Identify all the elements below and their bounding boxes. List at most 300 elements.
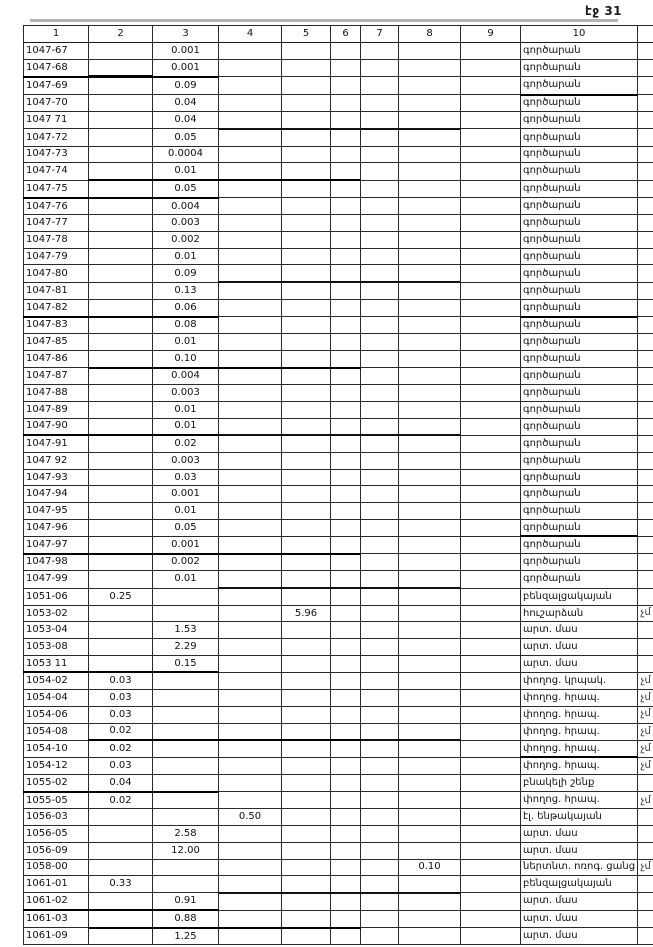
cell-col7 bbox=[361, 232, 399, 249]
cell-col8 bbox=[399, 401, 461, 418]
cell-col1: 1056-05 bbox=[24, 826, 89, 843]
cell-col6 bbox=[331, 282, 361, 299]
header-row bbox=[24, 26, 653, 43]
cell-col2 bbox=[89, 163, 153, 180]
cell-col7 bbox=[361, 334, 399, 351]
cell-col10: գործարան bbox=[521, 43, 638, 60]
table-row bbox=[24, 775, 653, 792]
cell-col1: 1047-86 bbox=[24, 350, 89, 367]
cell-col9 bbox=[461, 198, 521, 215]
margin-note bbox=[637, 927, 653, 945]
cell-col8 bbox=[399, 385, 461, 402]
cell-col7 bbox=[361, 876, 399, 893]
cell-col1: 1054-10 bbox=[24, 740, 89, 757]
cell-col7 bbox=[361, 248, 399, 265]
cell-col10: գործարան bbox=[521, 198, 638, 215]
cell-col7 bbox=[361, 43, 399, 60]
cell-col2 bbox=[89, 536, 153, 553]
cell-col7 bbox=[361, 299, 399, 316]
cell-col8 bbox=[399, 77, 461, 95]
margin-note bbox=[637, 469, 653, 486]
cell-col6 bbox=[331, 334, 361, 351]
cell-col10: էլ. ենթակայան bbox=[521, 809, 638, 826]
table-row bbox=[24, 129, 653, 146]
cell-col8 bbox=[399, 198, 461, 215]
cell-col10: բենզալցակայան bbox=[521, 876, 638, 893]
cell-col10: արտ. մաս bbox=[521, 842, 638, 859]
cell-col1: 1047-82 bbox=[24, 299, 89, 316]
cell-col9 bbox=[461, 639, 521, 656]
cell-col8 bbox=[399, 299, 461, 316]
cell-col2 bbox=[89, 334, 153, 351]
cell-col2 bbox=[89, 248, 153, 265]
cell-col2 bbox=[89, 469, 153, 486]
cell-col3: 2.29 bbox=[153, 639, 219, 656]
cell-col1: 1061-01 bbox=[24, 876, 89, 893]
cell-col9 bbox=[461, 368, 521, 385]
cell-col7 bbox=[361, 265, 399, 282]
cell-col3: 0.05 bbox=[153, 180, 219, 198]
cell-col2 bbox=[89, 129, 153, 146]
cell-col5 bbox=[282, 77, 331, 95]
cell-col9 bbox=[461, 588, 521, 605]
cell-col8 bbox=[399, 453, 461, 470]
cell-col10: փողոց. հրապ. bbox=[521, 740, 638, 757]
cell-col2 bbox=[89, 180, 153, 198]
cell-col7 bbox=[361, 842, 399, 859]
cell-col4 bbox=[219, 876, 282, 893]
cell-col9 bbox=[461, 59, 521, 77]
cell-col9 bbox=[461, 605, 521, 622]
cell-col10: գործարան bbox=[521, 571, 638, 588]
cell-col6 bbox=[331, 757, 361, 774]
cell-col10: գործարան bbox=[521, 129, 638, 146]
cell-col10: գործարան bbox=[521, 536, 638, 553]
table-row bbox=[24, 334, 653, 351]
cell-col9 bbox=[461, 775, 521, 792]
cell-col9 bbox=[461, 215, 521, 232]
cell-col3 bbox=[153, 809, 219, 826]
cell-col6 bbox=[331, 486, 361, 503]
cell-col4 bbox=[219, 826, 282, 843]
cell-col10: արտ. մաս bbox=[521, 826, 638, 843]
cell-col6 bbox=[331, 910, 361, 928]
cell-col6 bbox=[331, 571, 361, 588]
cell-col4 bbox=[219, 282, 282, 299]
cell-col6 bbox=[331, 180, 361, 198]
margin-note bbox=[637, 435, 653, 453]
cell-col2 bbox=[89, 350, 153, 367]
cell-col5 bbox=[282, 876, 331, 893]
cell-col2 bbox=[89, 198, 153, 215]
cell-col7 bbox=[361, 928, 399, 945]
table-row bbox=[24, 368, 653, 385]
cell-col8 bbox=[399, 317, 461, 334]
cell-col1: 1047-87 bbox=[24, 368, 89, 385]
table-row bbox=[24, 723, 653, 740]
cell-col5 bbox=[282, 859, 331, 876]
margin-note bbox=[637, 299, 653, 317]
cell-col8 bbox=[399, 418, 461, 435]
margin-note: չմ bbox=[637, 757, 653, 775]
cell-col1: 1047-78 bbox=[24, 232, 89, 249]
cell-col8 bbox=[399, 59, 461, 77]
cell-col1: 1047-80 bbox=[24, 265, 89, 282]
cell-col8 bbox=[399, 910, 461, 928]
cell-col9 bbox=[461, 180, 521, 198]
cell-col4 bbox=[219, 775, 282, 792]
cell-col4 bbox=[219, 453, 282, 470]
cell-col10: գործարան bbox=[521, 350, 638, 367]
cell-col10: արտ. մաս bbox=[521, 622, 638, 639]
cell-col8 bbox=[399, 180, 461, 198]
table-row bbox=[24, 842, 653, 859]
cell-col5 bbox=[282, 672, 331, 689]
cell-col3: 0.04 bbox=[153, 95, 219, 112]
cell-col5 bbox=[282, 129, 331, 146]
cell-col3: 0.01 bbox=[153, 334, 219, 351]
cell-col6 bbox=[331, 317, 361, 334]
cell-col5 bbox=[282, 215, 331, 232]
cell-col8 bbox=[399, 282, 461, 299]
margin-spacer bbox=[637, 25, 653, 43]
margin-note bbox=[637, 910, 653, 928]
margin-note bbox=[637, 825, 653, 842]
table-row bbox=[24, 809, 653, 826]
cell-col1: 1047-74 bbox=[24, 163, 89, 180]
cell-col2 bbox=[89, 385, 153, 402]
table-row bbox=[24, 385, 653, 402]
cell-col6 bbox=[331, 775, 361, 792]
cell-col2 bbox=[89, 418, 153, 435]
cell-col3: 0.05 bbox=[153, 519, 219, 536]
cell-col7 bbox=[361, 639, 399, 656]
cell-col3 bbox=[153, 859, 219, 876]
table-row bbox=[24, 655, 653, 672]
column-header-2: 2 bbox=[89, 26, 153, 43]
table-row bbox=[24, 198, 653, 215]
margin-note bbox=[637, 774, 653, 792]
cell-col10: փողոց. հրապ. bbox=[521, 706, 638, 723]
cell-col9 bbox=[461, 622, 521, 639]
cell-col10: գործարան bbox=[521, 232, 638, 249]
cell-col5 bbox=[282, 503, 331, 520]
cell-col4 bbox=[219, 486, 282, 503]
margin-note bbox=[637, 367, 653, 385]
cell-col2 bbox=[89, 639, 153, 656]
cell-col4 bbox=[219, 350, 282, 367]
cell-col3 bbox=[153, 876, 219, 893]
cell-col8 bbox=[399, 672, 461, 689]
table-row bbox=[24, 757, 653, 774]
cell-col2: 0.04 bbox=[89, 775, 153, 792]
cell-col3: 0.003 bbox=[153, 215, 219, 232]
cell-col7 bbox=[361, 418, 399, 435]
cell-col9 bbox=[461, 163, 521, 180]
cell-col10: գործարան bbox=[521, 265, 638, 282]
cell-col2 bbox=[89, 282, 153, 299]
cell-col4 bbox=[219, 588, 282, 605]
cell-col9 bbox=[461, 232, 521, 249]
cell-col6 bbox=[331, 893, 361, 910]
cell-col2: 0.25 bbox=[89, 588, 153, 605]
cell-col6 bbox=[331, 826, 361, 843]
cell-col9 bbox=[461, 486, 521, 503]
cell-col6 bbox=[331, 622, 361, 639]
cell-col8 bbox=[399, 95, 461, 112]
cell-col6 bbox=[331, 876, 361, 893]
cell-col4 bbox=[219, 215, 282, 232]
cell-col4 bbox=[219, 180, 282, 198]
margin-note bbox=[637, 265, 653, 283]
cell-col6 bbox=[331, 265, 361, 282]
cell-col10: գործարան bbox=[521, 554, 638, 571]
cell-col6 bbox=[331, 146, 361, 163]
cell-col5 bbox=[282, 95, 331, 112]
page-number: էջ 31 bbox=[585, 4, 623, 18]
cell-col9 bbox=[461, 536, 521, 553]
cell-col5: 5.96 bbox=[282, 605, 331, 622]
cell-col7 bbox=[361, 672, 399, 689]
cell-col7 bbox=[361, 859, 399, 876]
cell-col4 bbox=[219, 248, 282, 265]
cell-col8 bbox=[399, 571, 461, 588]
cell-col9 bbox=[461, 282, 521, 299]
cell-col4 bbox=[219, 910, 282, 928]
cell-col7 bbox=[361, 317, 399, 334]
cell-col1: 1053-02 bbox=[24, 605, 89, 622]
column-header-4: 4 bbox=[219, 26, 282, 43]
cell-col1: 1058-00 bbox=[24, 859, 89, 876]
table-row bbox=[24, 536, 653, 553]
table-row bbox=[24, 418, 653, 435]
cell-col1: 1054-04 bbox=[24, 690, 89, 707]
cell-col5 bbox=[282, 180, 331, 198]
cell-col3 bbox=[153, 792, 219, 809]
cell-col6 bbox=[331, 435, 361, 452]
margin-note bbox=[637, 401, 653, 418]
table-row bbox=[24, 232, 653, 249]
cell-col7 bbox=[361, 605, 399, 622]
cell-col5 bbox=[282, 536, 331, 553]
cell-col5 bbox=[282, 385, 331, 402]
cell-col7 bbox=[361, 435, 399, 452]
cell-col7 bbox=[361, 571, 399, 588]
cell-col9 bbox=[461, 554, 521, 571]
cell-col8 bbox=[399, 826, 461, 843]
cell-col7 bbox=[361, 401, 399, 418]
table-row bbox=[24, 95, 653, 112]
cell-col1: 1047-90 bbox=[24, 418, 89, 435]
cell-col5 bbox=[282, 655, 331, 672]
table-row bbox=[24, 59, 653, 77]
cell-col4 bbox=[219, 232, 282, 249]
cell-col8 bbox=[399, 146, 461, 163]
cell-col8 bbox=[399, 792, 461, 809]
cell-col1: 1056-09 bbox=[24, 842, 89, 859]
cell-col7 bbox=[361, 792, 399, 809]
table-row bbox=[24, 146, 653, 163]
cell-col10: արտ. մաս bbox=[521, 910, 638, 928]
cell-col3: 0.003 bbox=[153, 453, 219, 470]
cell-col1: 1055-05 bbox=[24, 792, 89, 809]
cell-col2 bbox=[89, 809, 153, 826]
table-row bbox=[24, 554, 653, 571]
cell-col7 bbox=[361, 486, 399, 503]
cell-col1: 1047-77 bbox=[24, 215, 89, 232]
cell-col8 bbox=[399, 215, 461, 232]
margin-note bbox=[637, 59, 653, 77]
cell-col3: 0.08 bbox=[153, 317, 219, 334]
cell-col5 bbox=[282, 59, 331, 77]
margin-note bbox=[637, 282, 653, 300]
cell-col10: արտ. մաս bbox=[521, 639, 638, 656]
cell-col6 bbox=[331, 401, 361, 418]
table-row bbox=[24, 350, 653, 367]
cell-col10: փողոց. հրապ. bbox=[521, 792, 638, 809]
cell-col4 bbox=[219, 554, 282, 571]
cell-col4 bbox=[219, 334, 282, 351]
cell-col4 bbox=[219, 198, 282, 215]
margin-note bbox=[637, 180, 653, 198]
table-row bbox=[24, 299, 653, 316]
cell-col3: 0.002 bbox=[153, 554, 219, 571]
cell-col8 bbox=[399, 757, 461, 774]
cell-col8 bbox=[399, 639, 461, 656]
table-row bbox=[24, 265, 653, 282]
cell-col7 bbox=[361, 453, 399, 470]
cell-col3: 0.88 bbox=[153, 910, 219, 928]
cell-col3: 0.10 bbox=[153, 350, 219, 367]
cell-col2 bbox=[89, 112, 153, 129]
cell-col3 bbox=[153, 672, 219, 689]
table-row bbox=[24, 740, 653, 757]
cell-col6 bbox=[331, 368, 361, 385]
cell-col7 bbox=[361, 554, 399, 571]
cell-col5 bbox=[282, 893, 331, 910]
cell-col2 bbox=[89, 146, 153, 163]
cell-col2 bbox=[89, 59, 153, 77]
cell-col6 bbox=[331, 385, 361, 402]
cell-col1: 1047-89 bbox=[24, 401, 89, 418]
cell-col5 bbox=[282, 842, 331, 859]
cell-col9 bbox=[461, 112, 521, 129]
cell-col9 bbox=[461, 95, 521, 112]
scan-artifact-rule bbox=[30, 19, 618, 22]
cell-col1: 1047-72 bbox=[24, 129, 89, 146]
table-row bbox=[24, 893, 653, 910]
cell-col2: 0.33 bbox=[89, 876, 153, 893]
cell-col3: 0.09 bbox=[153, 77, 219, 95]
cell-col7 bbox=[361, 519, 399, 536]
cell-col4 bbox=[219, 418, 282, 435]
cell-col2 bbox=[89, 265, 153, 282]
cell-col3: 0.91 bbox=[153, 893, 219, 910]
cell-col6 bbox=[331, 503, 361, 520]
cell-col6 bbox=[331, 536, 361, 553]
cell-col5 bbox=[282, 571, 331, 588]
cell-col7 bbox=[361, 469, 399, 486]
cell-col3: 0.15 bbox=[153, 655, 219, 672]
cell-col5 bbox=[282, 282, 331, 299]
cell-col2 bbox=[89, 622, 153, 639]
cell-col10: գործարան bbox=[521, 368, 638, 385]
cell-col6 bbox=[331, 655, 361, 672]
table-row bbox=[24, 317, 653, 334]
cell-col3 bbox=[153, 690, 219, 707]
cell-col2 bbox=[89, 655, 153, 672]
cell-col1: 1047-73 bbox=[24, 146, 89, 163]
cell-col1: 1061-03 bbox=[24, 910, 89, 928]
cell-col7 bbox=[361, 706, 399, 723]
cell-col9 bbox=[461, 859, 521, 876]
margin-note bbox=[637, 622, 653, 639]
cell-col2: 0.03 bbox=[89, 690, 153, 707]
cell-col9 bbox=[461, 77, 521, 95]
cell-col1: 1047-91 bbox=[24, 435, 89, 452]
margin-note bbox=[637, 502, 653, 519]
cell-col3 bbox=[153, 588, 219, 605]
cell-col10: բենզալցակայան bbox=[521, 588, 638, 605]
margin-note bbox=[637, 316, 653, 334]
cell-col8: 0.10 bbox=[399, 859, 461, 876]
cell-col7 bbox=[361, 588, 399, 605]
cell-col6 bbox=[331, 43, 361, 60]
table-row bbox=[24, 876, 653, 893]
cell-col6 bbox=[331, 690, 361, 707]
cell-col8 bbox=[399, 112, 461, 129]
cell-col8 bbox=[399, 740, 461, 757]
cell-col6 bbox=[331, 723, 361, 740]
cell-col4: 0.50 bbox=[219, 809, 282, 826]
cell-col1: 1047-88 bbox=[24, 385, 89, 402]
cell-col10: բնակելի շենք bbox=[521, 775, 638, 792]
margin-note bbox=[637, 42, 653, 59]
cell-col10: գործարան bbox=[521, 163, 638, 180]
margin-note bbox=[637, 146, 653, 163]
column-header-5: 5 bbox=[282, 26, 331, 43]
cell-col5 bbox=[282, 43, 331, 60]
cell-col1: 1047-79 bbox=[24, 248, 89, 265]
cell-col9 bbox=[461, 334, 521, 351]
cell-col2 bbox=[89, 453, 153, 470]
cell-col6 bbox=[331, 77, 361, 95]
cell-col5 bbox=[282, 826, 331, 843]
cell-col9 bbox=[461, 519, 521, 536]
cell-col10: ներտնտ. ոռոգ. ցանց bbox=[521, 859, 638, 876]
cell-col1: 1051-06 bbox=[24, 588, 89, 605]
data-table bbox=[23, 25, 653, 945]
cell-col1: 1047-97 bbox=[24, 536, 89, 553]
table-row bbox=[24, 469, 653, 486]
cell-col2 bbox=[89, 859, 153, 876]
cell-col6 bbox=[331, 519, 361, 536]
cell-col8 bbox=[399, 368, 461, 385]
cell-col10: գործարան bbox=[521, 299, 638, 316]
column-header-7: 7 bbox=[361, 26, 399, 43]
table-row bbox=[24, 605, 653, 622]
cell-col5 bbox=[282, 792, 331, 809]
column-header-6: 6 bbox=[331, 26, 361, 43]
cell-col6 bbox=[331, 163, 361, 180]
cell-col1: 1047 71 bbox=[24, 112, 89, 129]
cell-col3: 0.05 bbox=[153, 129, 219, 146]
cell-col4 bbox=[219, 605, 282, 622]
cell-col9 bbox=[461, 571, 521, 588]
cell-col3: 0.002 bbox=[153, 232, 219, 249]
cell-col6 bbox=[331, 248, 361, 265]
cell-col1: 1047-96 bbox=[24, 519, 89, 536]
